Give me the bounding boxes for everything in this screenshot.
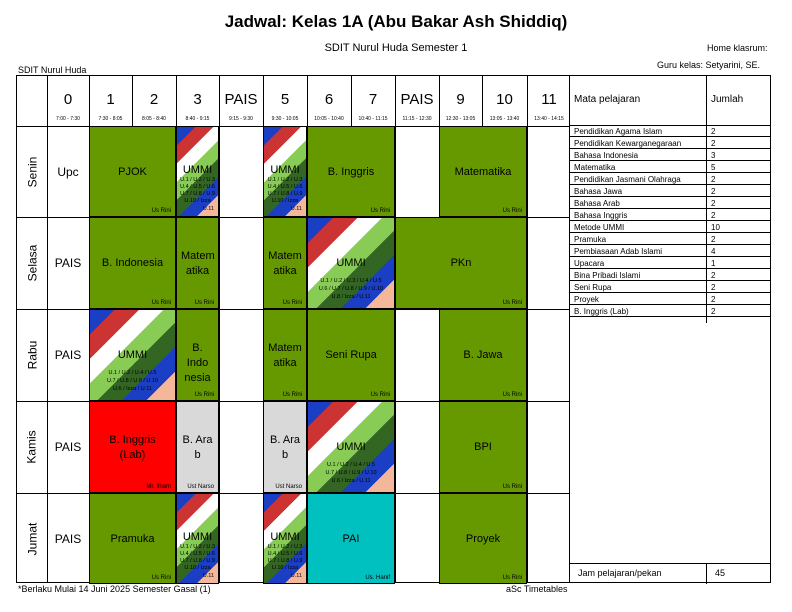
ummi-groups: U.10 / Izza [184, 198, 211, 204]
ummi-groups: U.7 / U.8 / U.9 [180, 558, 215, 564]
summary-row: B. Inggris (Lab) 2 [570, 307, 770, 317]
lesson-subject: Seni Rupa [325, 349, 377, 361]
lesson-subject: BPI [474, 441, 492, 453]
lesson-cell[interactable] [89, 126, 176, 217]
ummi-groups: U.1 / U.2 / U.3 / U.4 / U.5 [320, 278, 382, 284]
ummi-groups: U.1 / U.2 / U.3 [180, 177, 215, 183]
ummi-groups: U.7 / U.8 / U.9 / U.10 [106, 378, 159, 384]
summary-row: Matematika 5 [570, 163, 770, 173]
subject-summary [570, 75, 771, 583]
lesson-cell[interactable] [395, 217, 527, 309]
lesson-subject: PAI [342, 533, 360, 545]
lesson-subject: UMMI [336, 441, 366, 453]
ummi-groups: U.10 / Izza [271, 198, 299, 204]
lesson-subject: B. Ara b [270, 434, 300, 461]
lesson-teacher: Us Rini [502, 208, 522, 214]
period-header: 7 10:40 - 11:15 [358, 91, 388, 122]
lesson-subject: Proyek [465, 533, 501, 545]
summary-total-value: 45 [715, 568, 726, 578]
class-teacher-label: Guru kelas: Setyarini, SE. [657, 60, 761, 70]
lesson-teacher: Us Rini [194, 300, 214, 306]
ummi-groups: U.10 / Izza [271, 565, 299, 571]
lesson-subject: UMMI [336, 257, 366, 269]
ummi-groups: U.6 / Izza / U.11 [112, 386, 153, 392]
ummi-groups: U.10 / Izza [184, 565, 211, 571]
lesson-subject: B. Indonesia [101, 257, 164, 269]
ummi-groups: U.6 / Izza / U.11 [331, 478, 371, 484]
period-header: 10 13:05 - 13:40 [489, 91, 520, 122]
page-title: Jadwal: Kelas 1A (Abu Bakar Ash Shiddiq) [224, 12, 568, 31]
lesson-cell-ummi[interactable] [307, 217, 395, 309]
lesson-teacher: Us. Hanif [365, 575, 390, 581]
lesson-subject: B. Jawa [463, 349, 503, 361]
day-label: Jumat [25, 522, 39, 555]
first-slot: PAIS [54, 348, 82, 362]
lesson-subject: UMMI [117, 349, 148, 361]
lesson-teacher: Us Rini [194, 392, 214, 398]
lesson-teacher: Us Rini [502, 484, 522, 490]
ummi-groups: U.7 / U.8 / U.9 [267, 558, 303, 564]
ummi-groups: U.1 / U.2 / U.3 [180, 544, 215, 550]
lesson-cell[interactable] [89, 401, 176, 493]
first-slot: Upc [57, 164, 79, 179]
lesson-subject: PKn [450, 257, 472, 269]
summary-row: Metode UMMI 10 [570, 223, 770, 233]
first-slot: PAIS [54, 256, 82, 270]
summary-row: Bahasa Indonesia 3 [570, 151, 770, 161]
lesson-teacher: Us Rini [370, 392, 390, 398]
period-header: 6 10:05 - 10:40 [314, 91, 344, 122]
summary-total-label: Jam pelajaran/pekan [578, 568, 662, 578]
lesson-teacher: Us Rini [151, 575, 171, 581]
lesson-subject: B. Inggris (Lab) [109, 434, 156, 461]
summary-subject-header: Mata pelajaran [574, 94, 641, 105]
lesson-teacher: Us Rini [151, 300, 171, 306]
day-label: Rabu [25, 340, 39, 370]
lesson-cell[interactable] [176, 401, 219, 493]
lesson-cell-ummi[interactable] [176, 126, 219, 217]
ummi-groups: U.11 [290, 573, 302, 579]
lesson-subject: Matematika [454, 166, 512, 178]
period-header: 1 7:30 - 8:05 [98, 91, 123, 122]
ummi-groups: U.1 / U.2 / U.3 [267, 544, 303, 550]
summary-row: Bahasa Inggris 2 [570, 211, 770, 221]
lesson-subject: Matem atika [268, 342, 302, 369]
lesson-cell[interactable] [307, 126, 395, 217]
ummi-groups: U.4 / U.5 / U.6 [267, 551, 303, 557]
home-room-label: Home klasrum: [707, 43, 768, 53]
summary-row: Pendidikan Kewarganegaraan 2 [570, 139, 770, 149]
lesson-teacher: Us Rini [370, 208, 390, 214]
summary-row: Pendidikan Agama Islam 2 [570, 127, 770, 137]
ummi-groups: U.7 / U.8 / U.9 / U.10 [325, 470, 377, 476]
ummi-groups: U.11 [290, 206, 302, 212]
summary-row: Proyek 2 [570, 295, 770, 305]
day-label: Kamis [25, 430, 39, 464]
period-header: 9 12:30 - 13:05 [445, 91, 476, 122]
lesson-cell-ummi[interactable] [307, 401, 395, 493]
summary-row: Upacara 1 [570, 259, 770, 269]
lesson-cell[interactable] [439, 493, 527, 584]
summary-row: Seni Rupa 2 [570, 283, 770, 293]
summary-row: Bahasa Jawa 2 [570, 187, 770, 197]
period-header: 0 7:00 - 7:30 [56, 91, 80, 122]
day-label: Senin [25, 156, 40, 187]
lesson-cell[interactable] [263, 309, 307, 401]
lesson-teacher: Us Rini [502, 392, 522, 398]
lesson-subject: UMMI [270, 531, 300, 543]
lesson-teacher: Us Rini [282, 392, 302, 398]
lesson-cell[interactable] [263, 217, 307, 309]
ummi-groups: U.7 / U.8 / U.9 [267, 191, 303, 197]
lesson-cell-ummi[interactable] [263, 493, 307, 584]
ummi-groups: U.6 / U.7 / U.8 / U.9 / U.10 [318, 286, 384, 292]
school-name: SDIT Nurul Huda [18, 65, 87, 75]
ummi-groups: U.4 / U.5 / U.6 [180, 184, 215, 190]
summary-header [570, 76, 770, 126]
summary-row: Pembiasaan Adab Islami 4 [570, 247, 770, 257]
lesson-cell-ummi[interactable] [176, 493, 219, 584]
period-header: PAIS 9:15 - 9:30 [224, 91, 258, 122]
ummi-groups: U.11 [202, 573, 214, 579]
lesson-teacher: Us Rini [282, 300, 302, 306]
day-label: Selasa [25, 244, 40, 282]
lesson-cell[interactable] [439, 126, 527, 217]
lesson-subject: UMMI [270, 164, 300, 176]
lesson-teacher: Ust Narso [275, 484, 302, 490]
period-header: 11 13:40 - 14:15 [534, 91, 564, 122]
summary-row: Bahasa Arab 2 [570, 199, 770, 209]
period-header: 2 8:05 - 8:40 [142, 91, 166, 122]
summary-row: Bina Pribadi Islami 2 [570, 271, 770, 281]
lesson-subject: UMMI [182, 531, 213, 543]
lesson-subject: B. Indo nesia [184, 342, 211, 384]
summary-row: Pendidikan Jasmani Olahraga 2 [570, 175, 770, 185]
lesson-teacher: Us Rini [151, 208, 171, 214]
lesson-cell[interactable] [439, 309, 527, 401]
lesson-cell-ummi[interactable] [89, 309, 176, 401]
footer-note: *Berlaku Mulai 14 Juni 2025 Semester Gasal (1) [18, 584, 211, 594]
lesson-cell[interactable] [307, 493, 395, 584]
ummi-groups: U.4 / U.5 / U.6 [267, 184, 303, 190]
lesson-cell[interactable] [89, 493, 176, 584]
period-header: 5 9:30 - 10:05 [271, 91, 299, 122]
lesson-subject: B. Inggris [327, 166, 375, 178]
ummi-groups: U.1 / U.2 / U.4 / U.5 [108, 370, 157, 376]
lesson-cell[interactable] [89, 217, 176, 309]
lesson-subject: UMMI [182, 164, 213, 176]
ummi-groups: U.4 / U.5 / U.6 [180, 551, 215, 557]
period-header: 3 8:40 - 9:15 [185, 91, 210, 122]
lesson-subject: PJOK [118, 166, 147, 178]
timetable-grid [16, 75, 570, 583]
first-slot: PAIS [54, 440, 82, 454]
lesson-teacher: Ust Narso [187, 484, 214, 490]
lesson-cell[interactable] [263, 401, 307, 493]
lesson-subject: B. Ara b [182, 434, 213, 461]
lesson-subject: Pramuka [110, 533, 155, 545]
lesson-cell[interactable] [307, 309, 395, 401]
summary-total-row [570, 563, 770, 584]
first-slot: PAIS [54, 531, 82, 546]
lesson-cell[interactable] [176, 217, 219, 309]
lesson-subject: Matem atika [268, 250, 302, 277]
lesson-teacher: Us Rini [502, 300, 522, 306]
ummi-groups: U.8 / Izza / U.11 [331, 294, 371, 300]
footer-generator: aSc Timetables [506, 584, 568, 594]
ummi-groups: U.11 [202, 206, 214, 212]
ummi-groups: U.1 / U.2 / U.3 [267, 177, 303, 183]
ummi-groups: U.1 / U.2 / U.4 / U.5 [327, 462, 375, 468]
summary-row: Pramuka 2 [570, 235, 770, 245]
summary-count-header: Jumlah [711, 94, 744, 105]
lesson-cell[interactable] [176, 309, 219, 401]
lesson-teacher: Mr. Ilham [146, 484, 171, 490]
lesson-teacher: Us Rini [502, 575, 522, 581]
period-header: PAIS 11:15 - 12:30 [400, 91, 434, 122]
lesson-cell-ummi[interactable] [263, 126, 307, 217]
page-subtitle: SDIT Nurul Huda Semester 1 [324, 42, 468, 54]
lesson-cell[interactable] [439, 401, 527, 493]
ummi-groups: U.7 / U.8 / U.9 [180, 191, 215, 197]
lesson-subject: Matem atika [181, 250, 215, 277]
